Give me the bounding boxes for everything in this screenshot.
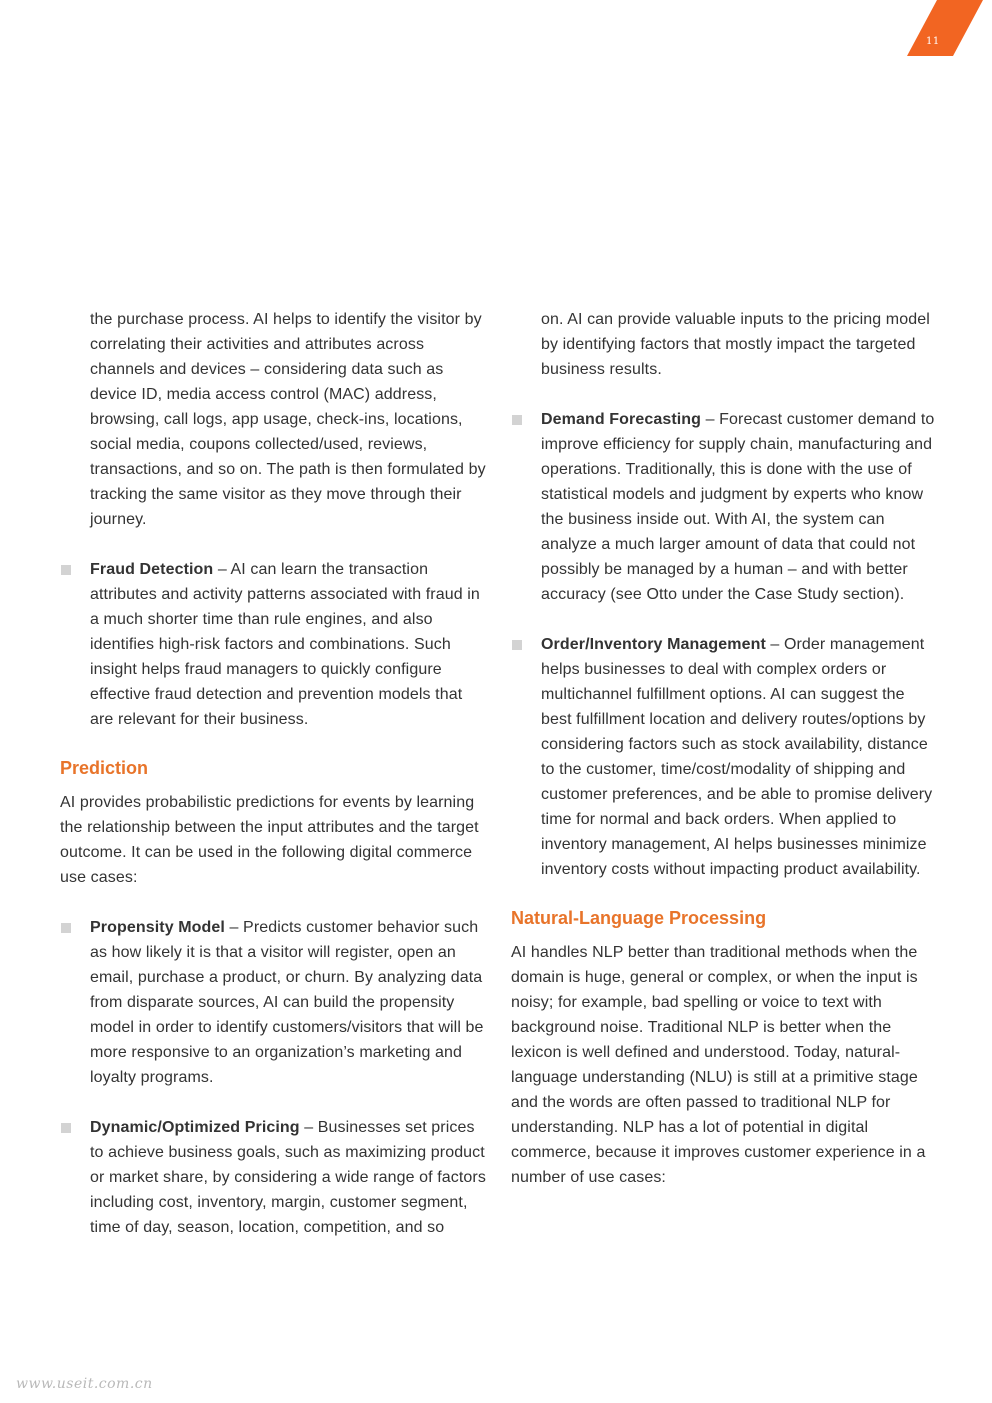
nlp-intro-paragraph: AI handles NLP better than traditional methods when the domain is huge, general or complex, or when the input is noisy; for example, bad spelling or voice to text with background noise. Traditional NLP is better when the lexicon is well defined and understood. Today, natural-language understanding (NLU) is still at a primitive stage and the words are often passed to traditional NLP for understanding. NLP has a lot of potential in digital commerce, because it improves customer experience in a number of use cases: (511, 944, 926, 1186)
bullet-square-icon (61, 923, 71, 933)
continuation-paragraph: the purchase process. AI helps to identify the visitor by correlating their activities and attributes across channels and devices – considering data such as device ID, media access control (MAC) address, browsing, call logs, app usage, check-ins, locations, social media, coupons collected/used, reviews, transactions, and so on. The path is then formulated by tracking the same visitor as they move through their journey. (90, 311, 486, 528)
list-item-description: – Order management helps businesses to deal with complex orders or multichannel fulfillment options. AI can suggest the best fulfillment location and delivery routes/options by considering factors such as stock availability, distance to the customer, time/cost/modality of shipping and customer preferences, and be able to promise delivery time for normal and back orders. When applied to inventory management, AI helps businesses minimize inventory costs without impacting product availability. (541, 636, 933, 878)
section-heading-nlp: Natural-Language Processing (511, 908, 767, 928)
list-item-text (90, 1115, 490, 1240)
section-heading-prediction: Prediction (60, 758, 149, 778)
list-item-text (90, 915, 490, 1090)
left-column (60, 307, 490, 1240)
list-item-term: Demand Forecasting (541, 411, 702, 428)
list-item-text (90, 557, 490, 732)
page-tab-shape (907, 0, 983, 56)
list-item-description: – Businesses set prices to achieve business goals, such as maximizing product or market share, by considering a wide range of factors including cost, inventory, margin, customer segment, time of day, season, location, competition, and so (90, 1119, 486, 1236)
list-item-description: – Predicts customer behavior such as how likely it is that a visitor will register, open an email, purchase a product, or churn. By analyzing data from disparate sources, AI can build the propensity model in order to identify customers/visitors that will be more responsive to an organization’s marketing and loyalty programs. (90, 919, 484, 1086)
bullet-square-icon (512, 640, 522, 650)
bullet-square-icon (61, 565, 71, 575)
list-item-text (541, 407, 936, 607)
list-item-term: Order/Inventory Management (541, 636, 766, 653)
list-item-description: – Forecast customer demand to improve efficiency for supply chain, manufacturing and operations. Traditionally, this is done with the use of statistical models and judgment by experts who know the business inside out. With AI, the system can analyze a much larger amount of data that could not possibly be managed by a human – and with better accuracy (see Otto under the Case Study section). (541, 411, 935, 603)
page-number: 11 (926, 36, 940, 47)
right-column (511, 307, 936, 1190)
list-item-term: Fraud Detection (90, 561, 214, 578)
list-item-dynamic-pricing (60, 1115, 490, 1240)
list-item-order-inventory-management (511, 632, 936, 882)
list-item-description: – AI can learn the transaction attributes and activity patterns associated with fraud in a much shorter time than rule engines, and also identifies high-risk factors and combinations. Such insight helps fraud managers to quickly configure effective fraud detection and prevention models that are relevant for their business. (90, 561, 480, 728)
list-item-demand-forecasting (511, 407, 936, 607)
continuation-paragraph: on. AI can provide valuable inputs to the pricing model by identifying factors that mostly impact the targeted business results. (541, 311, 930, 378)
bullet-square-icon (61, 1123, 71, 1133)
prediction-intro-paragraph: AI provides probabilistic predictions for events by learning the relationship between the input attributes and the target outcome. It can be used in the following digital commerce use cases: (60, 794, 479, 886)
list-item-propensity-model (60, 915, 490, 1090)
page-number-tab (907, 0, 983, 56)
bullet-square-icon (512, 415, 522, 425)
list-item-fraud-detection (60, 557, 490, 732)
list-item-term: Propensity Model (90, 919, 225, 936)
list-item-text (541, 632, 936, 882)
watermark-text: www.useit.com.cn (16, 1376, 153, 1392)
list-item-term: Dynamic/Optimized Pricing (90, 1119, 300, 1136)
